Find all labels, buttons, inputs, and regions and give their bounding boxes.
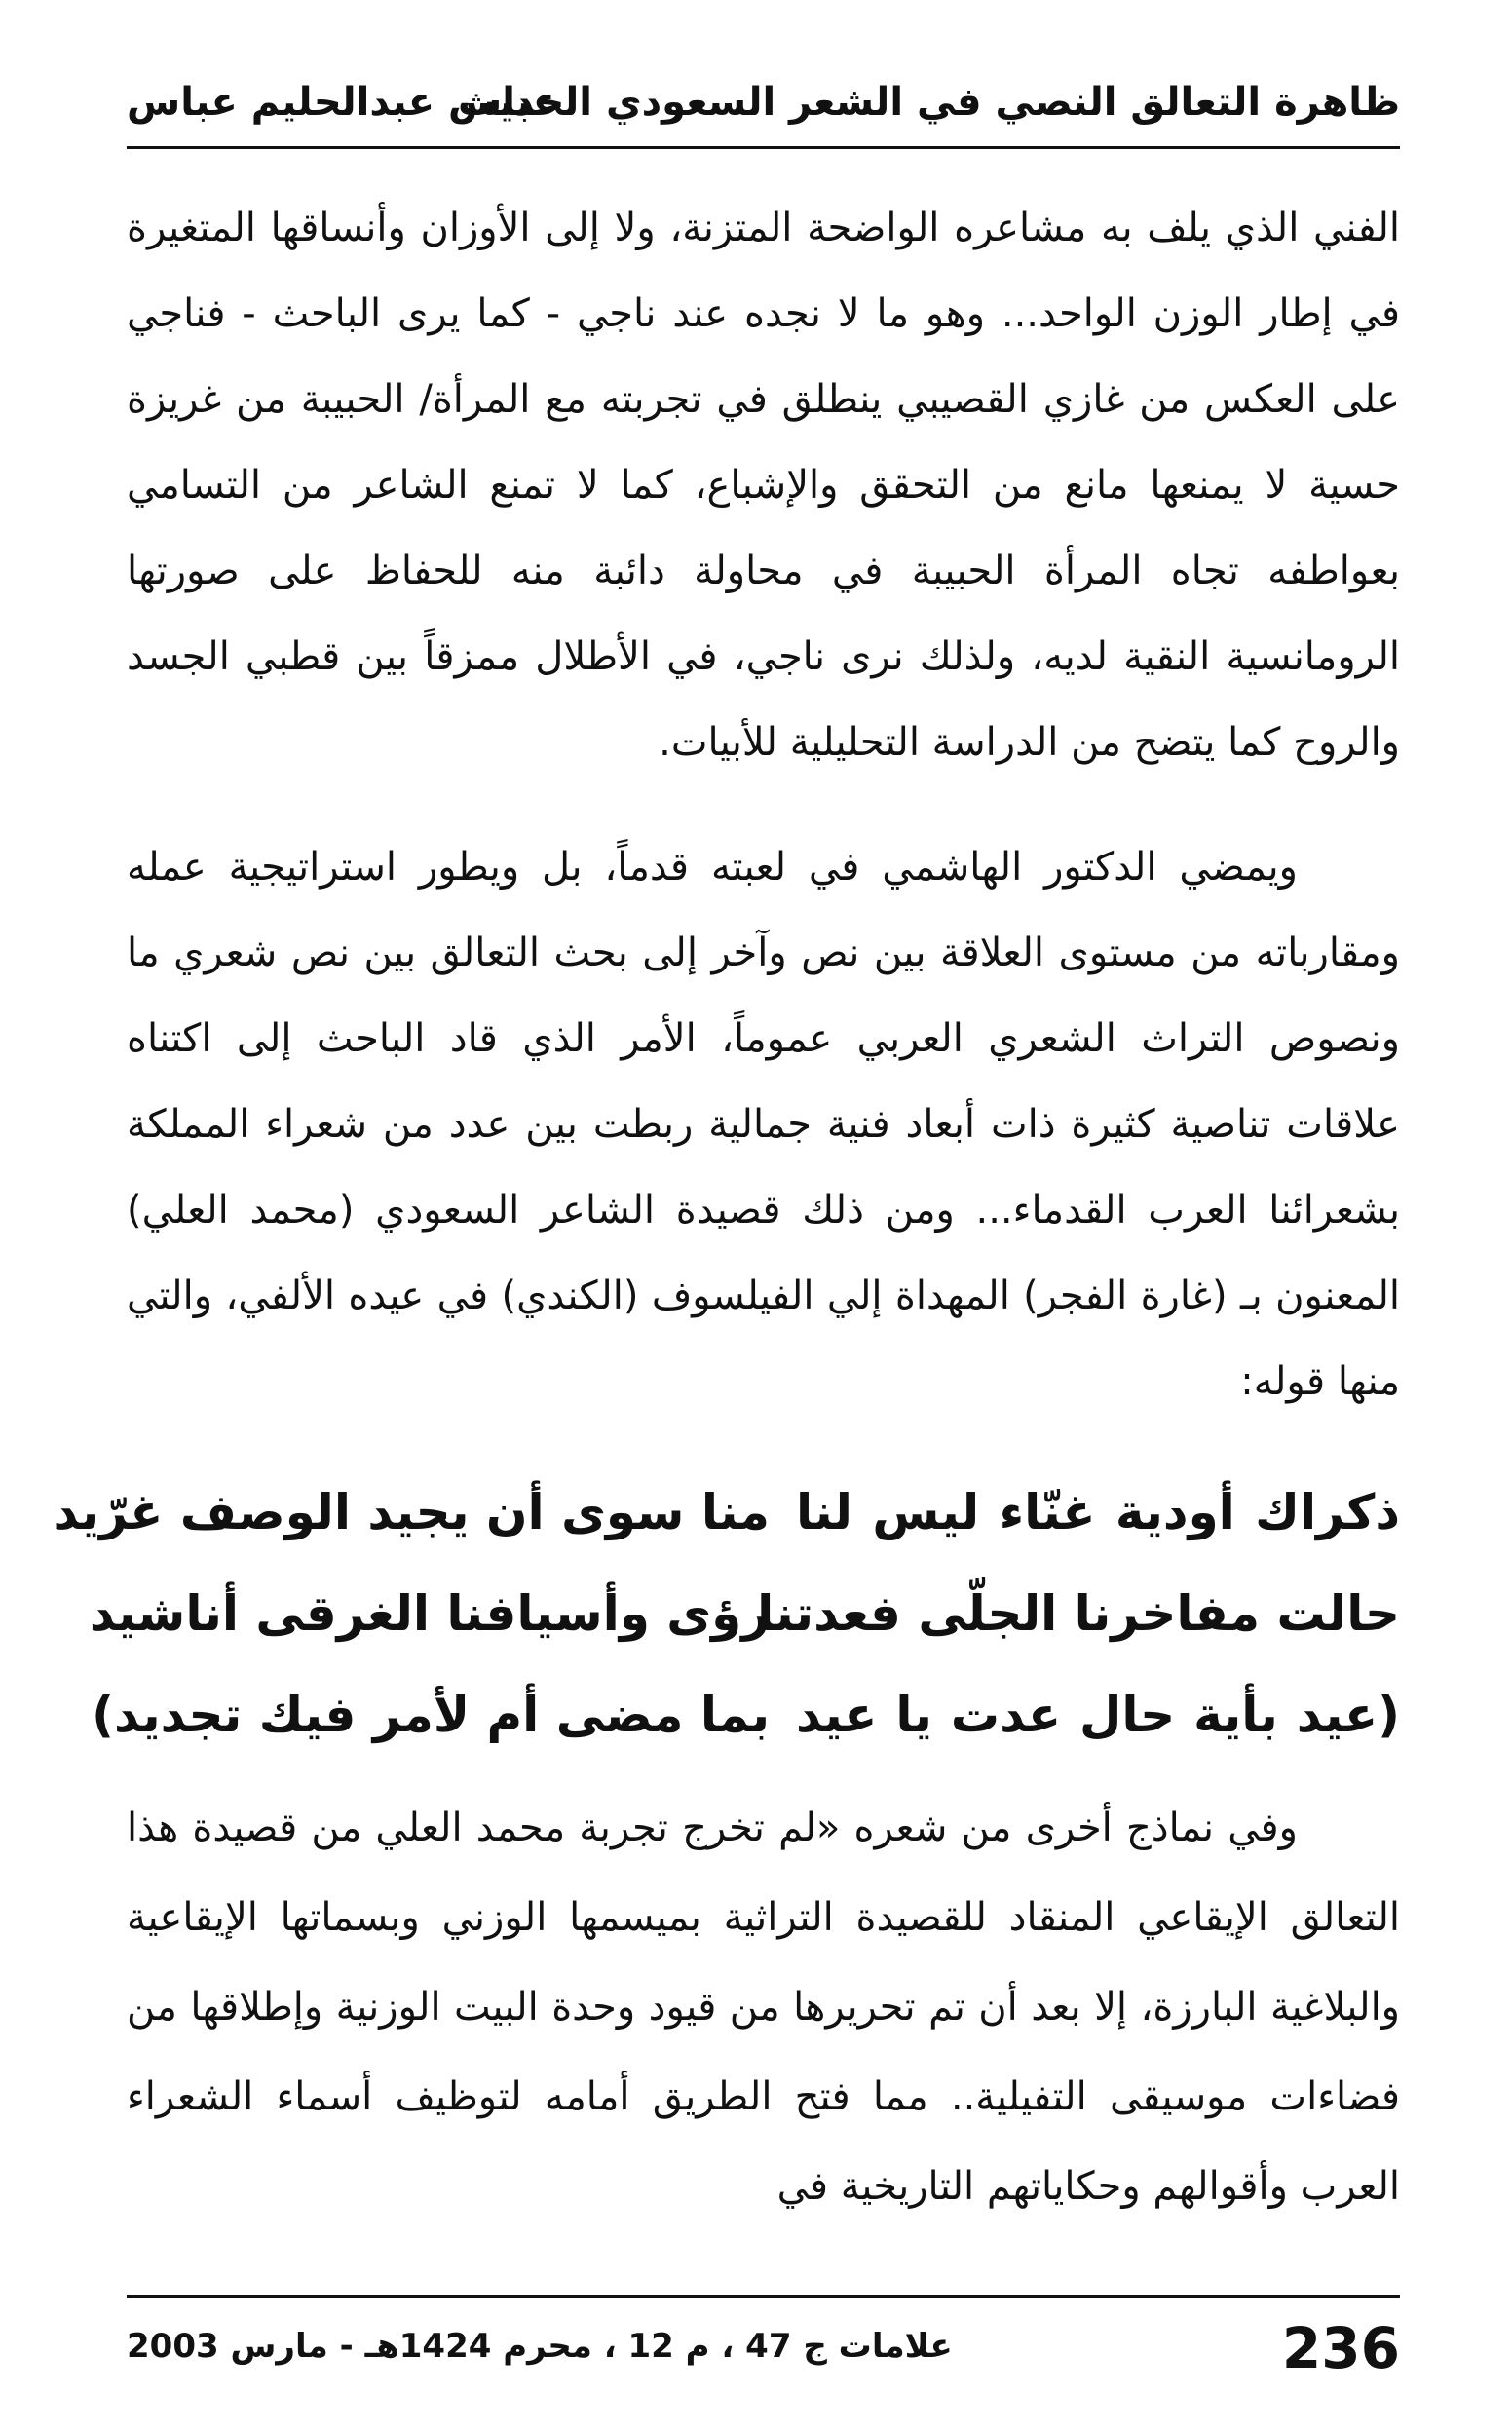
paragraph-2: ويمضي الدكتور الهاشمي في لعبته قدماً، بل ويطور استراتيجية عمله ومقارباته من مستوى العلاقة بين نص وآخر إلى بحث التعالق بين نص شعري ما ونصوص التراث الشعري العربي عموماً، الأمر الذي قاد الباحث إلى اكتناه علاقات تناصية كثيرة ذات أبعاد فنية جمالية ربطت بين عدد من شعراء المملكة بشعرائنا العرب القدماء... ومن ذلك قصيدة الشاعر السعودي (محمد العلي) المعنون بـ (غارة الفجر) المهداة إلي الفيلسوف (الكندي) في عيده الألفي، والتي منها قوله: bbox=[127, 845, 1400, 1404]
main-text-continued bbox=[127, 1783, 1400, 2231]
verse-3 bbox=[92, 1664, 1400, 1766]
running-header bbox=[127, 68, 1400, 149]
page-number: 236 bbox=[1281, 2315, 1400, 2381]
header-author: عباس عبدالحليم عباس bbox=[127, 80, 559, 125]
verse-2-second-hemistich: رؤى وأسيافنا الغرقى أناشيد bbox=[89, 1585, 770, 1642]
journal-issue: علامات ج 47 ، م 12 ، محرم 1424هـ - مارس 2003 bbox=[127, 2327, 953, 2366]
verse-1-second-hemistich: منا سوى أن يجيد الوصف غرّيد bbox=[53, 1484, 770, 1540]
paragraph-1: الفني الذي يلف به مشاعره الواضحة المتزنة، ولا إلى الأوزان وأنساقها المتغيرة في إطار الوزن الواحد... وهو ما لا نجده عند ناجي - كما يرى الباحث - فناجي على العكس من غازي القصيبي ينطلق في تجربته مع المرأة/ الحبيبة من غريزة حسية لا يمنعها مانع من التحقق والإشباع، كما لا تمنع الشاعر من التسامي بعواطفه تجاه المرأة الحبيبة في محاولة دائبة منه للحفاظ على صورتها الرومانسية النقية لديه، ولذلك نرى ناجي، في الأطلال ممزقاً بين قطبي الجسد والروح كما يتضح من الدراسة التحليلية للأبيات. bbox=[127, 206, 1400, 765]
poem-verses bbox=[53, 1462, 1400, 1766]
verse-2-first-hemistich: حالت مفاخرنا الجلّى فعدتنا bbox=[757, 1585, 1400, 1642]
verse-1 bbox=[53, 1462, 1400, 1563]
main-text bbox=[127, 185, 1400, 1425]
page-footer bbox=[127, 2295, 1400, 2381]
verse-3-first-hemistich: (عيد بأية حال عدت يا عيد bbox=[796, 1687, 1400, 1743]
verse-2 bbox=[89, 1563, 1400, 1664]
verse-1-first-hemistich: ذكراك أودية غنّاء ليس لنا bbox=[796, 1484, 1400, 1540]
paragraph-3: وفي نماذج أخرى من شعره «لم تخرج تجربة محمد العلي من قصيدة هذا التعالق الإيقاعي المنقاد للقصيدة التراثية بميسمها الوزني وبسماتها الإيقاعية والبلاغية البارزة، إلا بعد أن تم تحريرها من قيود وحدة البيت الوزنية وإطلاقها من فضاءات موسيقى التفيلية.. مما فتح الطريق أمامه لتوظيف أسماء الشعراء العرب وأقوالهم وحكاياتهم التاريخية في bbox=[127, 1805, 1400, 2209]
verse-3-second-hemistich: بما مضى أم لأمر فيك تجديد) bbox=[92, 1687, 770, 1743]
header-title: ظاهرة التعالق النصي في الشعر السعودي الحديث bbox=[457, 80, 1400, 125]
